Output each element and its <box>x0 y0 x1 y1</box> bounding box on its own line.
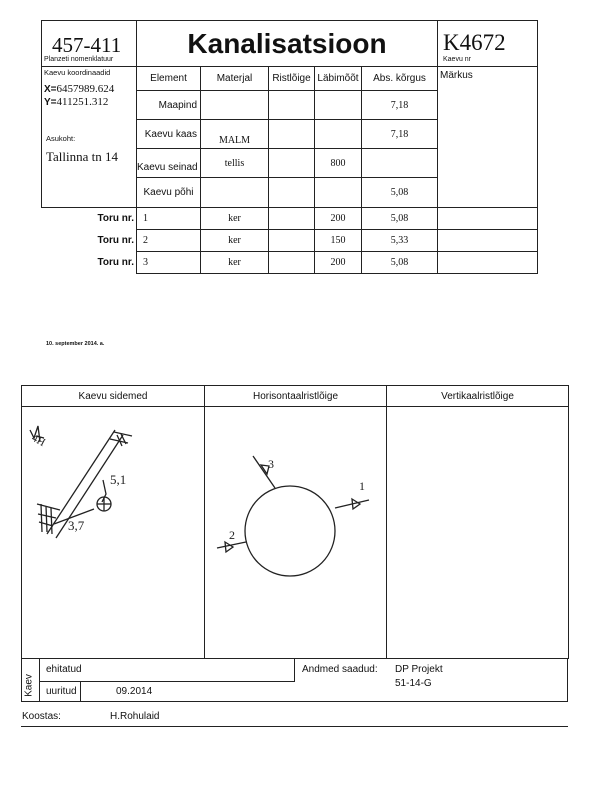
date-note: 10. september 2014. a. <box>46 341 105 347</box>
row-material <box>201 178 269 208</box>
pipe-labimoot: 200 <box>315 252 362 274</box>
pipe-abs: 5,08 <box>362 252 438 274</box>
footer-mid-divider <box>294 659 295 681</box>
well-number: K4672 <box>443 30 506 55</box>
pipe-material: ker <box>201 252 269 274</box>
pipe-labimoot: 200 <box>315 208 362 230</box>
pipe-3-label: 3 <box>268 457 274 471</box>
pipe-ristloige <box>269 252 315 274</box>
col-ristloige: Ristlõige <box>269 67 315 91</box>
row-element: Kaevu seinad <box>137 149 201 178</box>
section-title-sidemed: Kaevu sidemed <box>78 391 148 402</box>
row-element: Maapind <box>137 91 201 120</box>
pipe-note <box>438 252 538 274</box>
row-abs: 7,18 <box>362 91 438 120</box>
pipe-note <box>438 208 538 230</box>
surveyed-value: 09.2014 <box>116 686 153 697</box>
row-ristloige <box>269 178 315 208</box>
row-material: tellis <box>201 149 269 178</box>
coords-cell <box>42 67 137 208</box>
footer-label-divider <box>80 681 81 701</box>
row-labimoot: 800 <box>315 149 362 178</box>
pipe-material: ker <box>201 208 269 230</box>
well-number-label: Kaevu nr <box>443 56 472 63</box>
location-value: Tallinna tn 14 <box>46 149 119 164</box>
footer-side-divider <box>39 659 40 701</box>
well-ties-sketch <box>22 408 204 656</box>
well-number-cell <box>438 21 538 67</box>
col-labimoot: Läbimõõt <box>315 67 362 91</box>
pipe-note <box>438 230 538 252</box>
col-abs-korgus: Abs. kõrgus <box>362 67 438 91</box>
pipe-ristloige <box>269 230 315 252</box>
row-material <box>201 91 269 120</box>
y-coordinate: Y=411251.312 <box>44 96 109 108</box>
row-labimoot <box>315 91 362 120</box>
pipe-abs: 5,33 <box>362 230 438 252</box>
source-line-1: DP Projekt <box>395 664 443 675</box>
page-title: Kanalisatsioon <box>187 27 387 59</box>
surveyed-label: uuritud <box>46 686 77 697</box>
pipe-label: Toru nr. <box>97 235 134 246</box>
horizontal-section-sketch <box>205 408 386 656</box>
planzet-cell <box>42 21 137 67</box>
planzet-number: 457-411 <box>52 33 122 57</box>
pipe-2-arrow <box>225 542 233 552</box>
pipe-labimoot: 150 <box>315 230 362 252</box>
row-ristloige <box>269 149 315 178</box>
pipe-nr: 2 <box>137 230 201 252</box>
distance-2: 3,7 <box>68 518 85 533</box>
author-value: H.Rohulaid <box>110 711 160 722</box>
x-coordinate: X=6457989.624 <box>44 83 115 95</box>
pipe-material: ker <box>201 230 269 252</box>
pipe-nr: 1 <box>137 208 201 230</box>
section-title-horisontaal: Horisontaalristlõige <box>252 391 339 402</box>
row-element: Kaevu kaas <box>137 120 201 149</box>
row-labimoot <box>315 178 362 208</box>
author-label: Koostas: <box>22 711 61 722</box>
building-label: 4H <box>29 432 48 449</box>
distance-1: 5,1 <box>110 472 127 487</box>
row-abs: 5,08 <box>362 178 438 208</box>
built-label: ehitatud <box>46 664 82 675</box>
col-markus: Märkus <box>440 70 473 81</box>
row-ristloige <box>269 120 315 149</box>
source-line-2: 51-14-G <box>395 678 432 689</box>
col-material: Materjal <box>201 67 269 91</box>
well-info-table <box>41 20 538 274</box>
row-abs: 7,18 <box>362 120 438 149</box>
row-labimoot <box>315 120 362 149</box>
row-abs <box>362 149 438 178</box>
planzet-label: Planzeti nomenklatuur <box>44 56 114 63</box>
pipe-label: Toru nr. <box>97 257 134 268</box>
section-title-vertikaal: Vertikaalristlõige <box>441 391 514 402</box>
coords-label: Kaevu koordinaadid <box>44 68 111 77</box>
title-cell <box>137 21 438 67</box>
pipe-abs: 5,08 <box>362 208 438 230</box>
footer-side-label: Kaev <box>23 674 35 697</box>
source-label: Andmed saadud: <box>302 664 378 675</box>
pipe-1-label: 1 <box>359 479 365 493</box>
notes-cell <box>438 67 538 208</box>
row-ristloige <box>269 91 315 120</box>
location-label: Asukoht: <box>46 134 76 143</box>
pipe-ristloige <box>269 208 315 230</box>
pipe-2-line <box>217 542 246 548</box>
row-material: MALM <box>201 120 269 149</box>
pipe-label: Toru nr. <box>97 213 134 225</box>
section-divider-2 <box>386 385 387 659</box>
col-element: Element <box>137 67 201 91</box>
pipe-nr: 3 <box>137 252 201 274</box>
footer-row-line <box>39 681 295 682</box>
author-underline <box>21 726 568 727</box>
well-circle <box>245 486 335 576</box>
pipe-2-label: 2 <box>229 528 235 542</box>
sections-header-line <box>21 406 569 407</box>
row-element: Kaevu põhi <box>137 178 201 208</box>
